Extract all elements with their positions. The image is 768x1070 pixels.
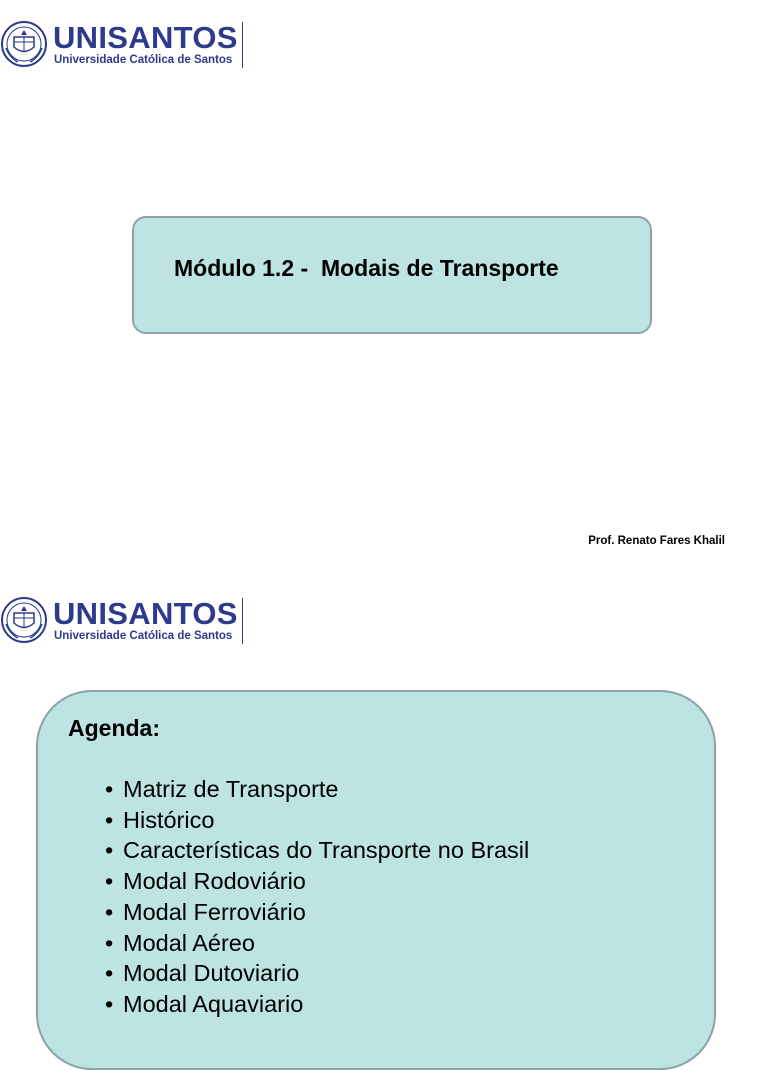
agenda-item-text: Modal Dutoviario <box>123 960 300 987</box>
agenda-title: Agenda: <box>68 715 160 741</box>
agenda-item-text: Histórico <box>123 806 215 833</box>
agenda-item-text: Matriz de Transporte <box>123 776 339 802</box>
agenda-item <box>105 805 529 836</box>
agenda-item <box>105 835 529 866</box>
agenda-item-text: Modal Aquaviario <box>123 990 304 1017</box>
bullet: • <box>105 990 114 1017</box>
logo-divider <box>242 22 243 68</box>
bullet: • <box>105 868 114 895</box>
university-seal-icon <box>0 20 48 68</box>
agenda-item <box>105 866 529 897</box>
university-seal-icon <box>0 596 48 644</box>
bullet: • <box>105 776 114 802</box>
bullet: • <box>105 806 114 833</box>
title-box <box>132 216 652 334</box>
agenda-item-text: Modal Ferroviário <box>123 898 306 925</box>
slide-agenda <box>0 576 768 1024</box>
agenda-item <box>105 958 529 989</box>
logo-subtitle: Universidade Católica de Santos <box>54 630 233 642</box>
agenda-item-text: Características do Transporte no Brasil <box>123 837 530 864</box>
agenda-item <box>105 928 529 959</box>
agenda-item <box>105 897 529 928</box>
agenda-item <box>105 989 529 1020</box>
agenda-item <box>105 774 529 805</box>
unisantos-logo <box>0 596 250 648</box>
bullet: • <box>105 960 114 987</box>
slide-title-text: Módulo 1.2 - Modais de Transporte <box>174 255 559 281</box>
agenda-list <box>105 774 529 1020</box>
bullet: • <box>105 837 114 864</box>
bullet: • <box>105 929 114 956</box>
logo-subtitle: Universidade Católica de Santos <box>54 54 233 66</box>
logo-divider <box>242 598 243 644</box>
agenda-item-text: Modal Aéreo <box>123 929 255 956</box>
logo-wordmark: UNISANTOS <box>53 596 238 631</box>
agenda-box <box>36 690 716 1070</box>
unisantos-logo <box>0 20 250 72</box>
agenda-item-text: Modal Rodoviário <box>123 868 306 895</box>
author-credit: Prof. Renato Fares Khalil <box>588 535 725 547</box>
logo-wordmark: UNISANTOS <box>53 20 238 55</box>
bullet: • <box>105 898 114 925</box>
